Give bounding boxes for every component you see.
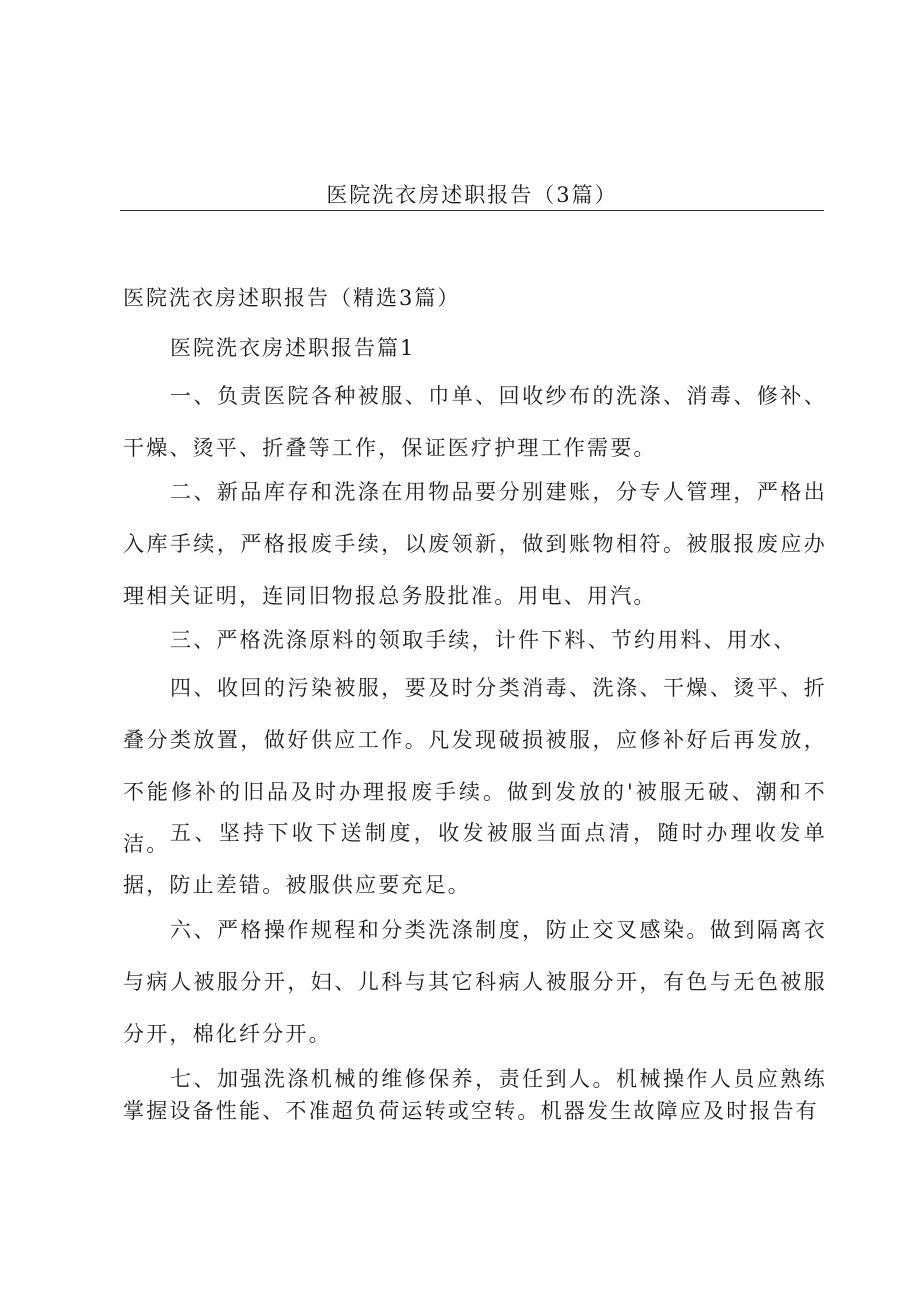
- running-header-title: 医院洗衣房述职报告（3篇）: [326, 183, 618, 207]
- paragraph-6: 六、严格操作规程和分类洗涤制度，防止交叉感染。做到隔离衣与病人被服分开，妇、儿科与其它科病人被服分开，有色与无色被服分开，棉化纤分开。: [123, 918, 827, 1046]
- paragraph-2: 二、新品库存和洗涤在用物品要分别建账，分专人管理，严格出入库手续，严格报废手续，以废领新，做到账物相符。被服报废应办理相关证明，连同旧物报总务股批准。用电、用汽。: [123, 480, 827, 608]
- paragraph-5: 五、坚持下收下送制度，收发被服当面点清，随时办理收发单据，防止差错。被服供应要充足。: [123, 821, 827, 897]
- paragraph-3: 三、严格洗涤原料的领取手续，计件下料、节约用料、用水、: [170, 628, 797, 652]
- document-title: 医院洗衣房述职报告（精选3篇）: [123, 286, 461, 310]
- header-divider: [120, 210, 824, 211]
- section-title: 医院洗衣房述职报告篇1: [170, 336, 416, 360]
- paragraph-1: 一、负责医院各种被服、巾单、回收纱布的洗涤、消毒、修补、干燥、烫平、折叠等工作，保证医疗护理工作需要。: [123, 384, 827, 460]
- paragraph-4: 四、收回的污染被服，要及时分类消毒、洗涤、干燥、烫平、折叠分类放置，做好供应工作。凡发现破损被服，应修补好后再发放，不能修补的旧品及时办理报废手续。做到发放的'被服无破、潮和不洁。: [123, 676, 827, 856]
- paragraph-7: 七、加强洗涤机械的维修保养，责任到人。机械操作人员应熟练掌握设备性能、不准超负荷运转或空转。机器发生故障应及时报告有: [123, 1067, 827, 1123]
